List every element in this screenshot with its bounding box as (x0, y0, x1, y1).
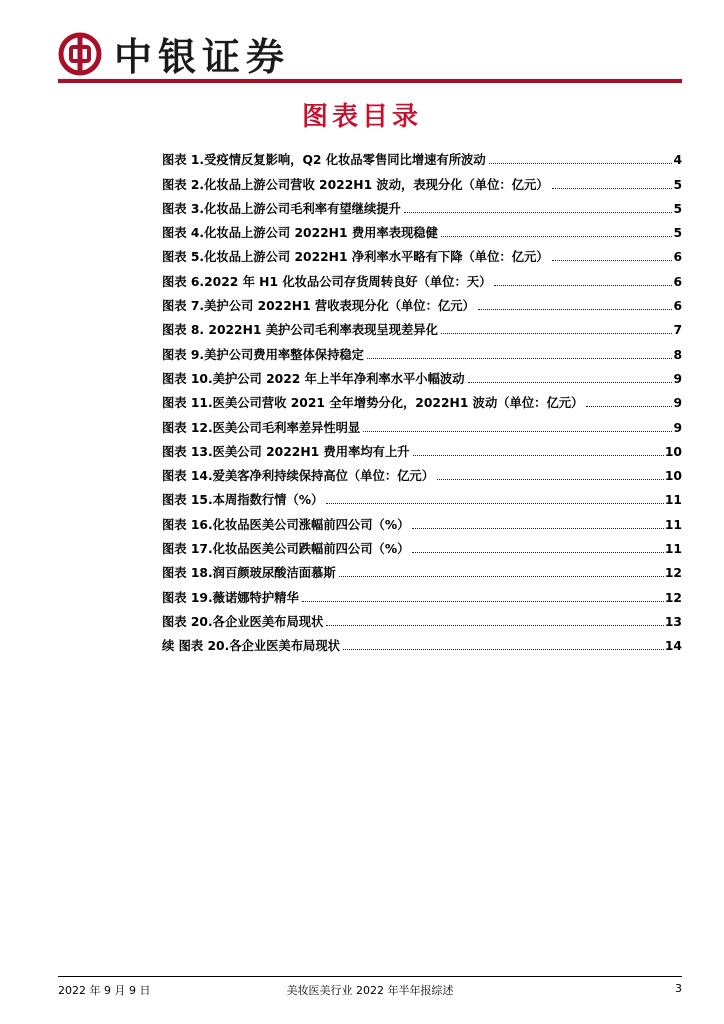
toc-entry-page: 4 (673, 153, 682, 168)
toc-entry[interactable] (162, 508, 682, 532)
toc-entry[interactable] (162, 265, 682, 289)
toc-entry-page: 8 (673, 347, 682, 362)
toc-dot-leader (441, 235, 673, 237)
toc-entry[interactable] (162, 338, 682, 362)
toc-entry[interactable] (162, 484, 682, 508)
page-footer (58, 982, 682, 998)
toc-dot-leader (412, 527, 663, 529)
toc-entry[interactable] (162, 411, 682, 435)
toc-dot-leader (468, 381, 673, 383)
toc-entry-label: 图表 5.化妆品上游公司 2022H1 净利率水平略有下降（单位：亿元） (162, 250, 549, 265)
toc-dot-leader (494, 284, 672, 286)
toc-entry-label: 图表 11.医美公司营收 2021 全年增势分化，2022H1 波动（单位：亿元） (162, 396, 584, 411)
toc-entry-page: 12 (664, 566, 682, 581)
toc-dot-leader (404, 211, 673, 213)
toc-entry-page: 6 (673, 250, 682, 265)
bank-of-china-logo-icon (58, 32, 102, 76)
toc-entry-page: 11 (664, 493, 682, 508)
toc-dot-leader (367, 357, 672, 359)
toc-entry-label: 图表 20.各企业医美布局现状 (162, 614, 324, 629)
toc-entry-label: 图表 8. 2022H1 美护公司毛利率表现呈现差异化 (162, 323, 438, 338)
header-divider (58, 79, 682, 83)
toc-entry[interactable] (162, 168, 682, 192)
toc-dot-leader (489, 162, 673, 164)
toc-entry[interactable] (162, 144, 682, 168)
toc-entry-label: 图表 15.本周指数行情（%） (162, 493, 324, 508)
toc-entry-page: 9 (673, 371, 682, 386)
toc-entry[interactable] (162, 290, 682, 314)
toc-entry-label: 图表 4.化妆品上游公司 2022H1 费用率表现稳健 (162, 226, 438, 241)
toc-entry-label: 图表 12.医美公司毛利率差异性明显 (162, 420, 361, 435)
toc-entry-label: 图表 6.2022 年 H1 化妆品公司存货周转良好（单位：天） (162, 274, 492, 289)
toc-entry-label: 图表 16.化妆品医美公司涨幅前四公司（%） (162, 517, 410, 532)
footer-report-title: 美妆医美行业 2022 年半年报综述 (286, 984, 454, 997)
toc-entry[interactable] (162, 193, 682, 217)
toc-entry-label: 图表 14.爱美客净利持续保持高位（单位：亿元） (162, 469, 435, 484)
toc-entry[interactable] (162, 557, 682, 581)
toc-entry[interactable] (162, 363, 682, 387)
toc-entry[interactable] (162, 314, 682, 338)
toc-dot-leader (437, 478, 664, 480)
toc-dot-leader (552, 259, 673, 261)
toc-entry-label: 续 图表 20.各企业医美布局现状 (162, 639, 340, 654)
toc-dot-leader (326, 624, 664, 626)
toc-entry[interactable] (162, 460, 682, 484)
toc-dot-leader (339, 575, 664, 577)
toc-entry-page: 6 (673, 299, 682, 314)
toc-entry-page: 11 (664, 517, 682, 532)
toc-dot-leader (586, 405, 672, 407)
toc-entry-label: 图表 1.受疫情反复影响，Q2 化妆品零售同比增速有所波动 (162, 153, 486, 168)
toc-entry-page: 6 (673, 274, 682, 289)
toc-entry-page: 11 (664, 542, 682, 557)
footer-divider (58, 976, 682, 977)
toc-entry-page: 10 (664, 444, 682, 459)
toc-entry[interactable] (162, 630, 682, 654)
toc-dot-leader (326, 502, 664, 504)
toc-entry[interactable] (162, 387, 682, 411)
toc-entry-page: 5 (673, 177, 682, 192)
toc-dot-leader (552, 187, 673, 189)
toc-entry-label: 图表 9.美护公司费用率整体保持稳定 (162, 347, 364, 362)
brand-logo-text: 中银证券 (114, 34, 291, 79)
toc-entry-label: 图表 7.美护公司 2022H1 营收表现分化（单位：亿元） (162, 299, 475, 314)
toc-entry-label: 图表 10.美护公司 2022 年上半年净利率水平小幅波动 (162, 371, 465, 386)
toc-entry[interactable] (162, 606, 682, 630)
footer-date: 2022 年 9 月 9 日 (58, 984, 151, 997)
toc-entry[interactable] (162, 436, 682, 460)
toc-entry-page: 9 (673, 420, 682, 435)
toc-dot-leader (441, 332, 673, 334)
toc-entry-page: 14 (664, 639, 682, 654)
toc-entry[interactable] (162, 533, 682, 557)
toc-entry[interactable] (162, 217, 682, 241)
toc-title: 图表目录 (301, 102, 422, 132)
toc-entry-page: 5 (673, 201, 682, 216)
toc-dot-leader (478, 308, 673, 310)
toc-list (162, 144, 682, 654)
toc-entry[interactable] (162, 241, 682, 265)
toc-entry-page: 10 (664, 469, 682, 484)
toc-entry-label: 图表 18.润百颜玻尿酸洁面慕斯 (162, 566, 336, 581)
page-header (58, 24, 682, 80)
toc-entry-page: 7 (673, 323, 682, 338)
footer-page-number: 3 (675, 982, 682, 995)
toc-entry-label: 图表 2.化妆品上游公司营收 2022H1 波动，表现分化（单位：亿元） (162, 177, 549, 192)
toc-entry-page: 12 (664, 590, 682, 605)
toc-dot-leader (343, 648, 664, 650)
toc-dot-leader (412, 551, 663, 553)
toc-dot-leader (413, 454, 664, 456)
toc-entry-label: 图表 13.医美公司 2022H1 费用率均有上升 (162, 444, 410, 459)
toc-dot-leader (302, 600, 664, 602)
toc-entry-page: 5 (673, 226, 682, 241)
toc-dot-leader (363, 430, 672, 432)
toc-entry-label: 图表 17.化妆品医美公司跌幅前四公司（%） (162, 542, 410, 557)
toc-entry-label: 图表 3.化妆品上游公司毛利率有望继续提升 (162, 201, 401, 216)
toc-entry[interactable] (162, 581, 682, 605)
toc-entry-page: 13 (664, 614, 682, 629)
toc-entry-page: 9 (673, 396, 682, 411)
toc-entry-label: 图表 19.薇诺娜特护精华 (162, 590, 299, 605)
